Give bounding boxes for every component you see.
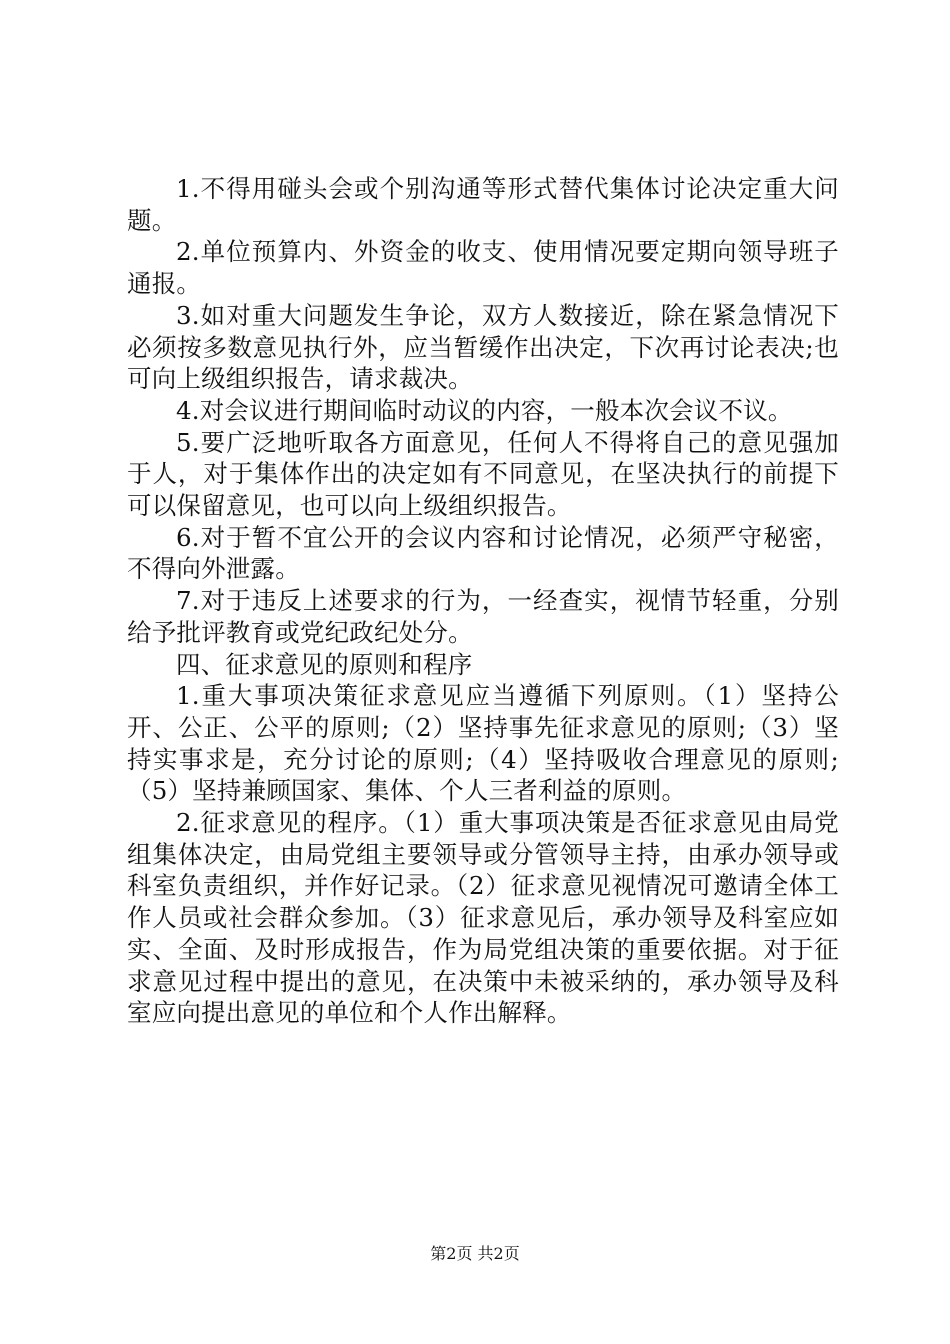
paragraph-rule-2: 2.单位预算内、外资金的收支、使用情况要定期向领导班子通报。 <box>127 237 839 299</box>
section-heading: 四、征求意见的原则和程序 <box>176 649 473 679</box>
document-body <box>127 173 839 1029</box>
paragraph-rule-3: 3.如对重大问题发生争论，双方人数接近，除在紧急情况下必须按多数意见执行外，应当暂缓作出决定，下次再讨论表决;也可向上级组织报告，请求裁决。 <box>127 300 839 394</box>
paragraph-rule-5: 5.要广泛地听取各方面意见，任何人不得将自己的意见强加于人，对于集体作出的决定如有不同意见，在坚决执行的前提下可以保留意见，也可以向上级组织报告。 <box>127 427 839 521</box>
page-number-footer: 第2页 共2页 <box>430 1244 520 1263</box>
paragraph-rule-7: 7.对于违反上述要求的行为，一经查实，视情节轻重，分别给予批评教育或党纪政纪处分。 <box>127 586 839 647</box>
paragraph-principles: 1.重大事项决策征求意见应当遵循下列原则。（1）坚持公开、公正、公平的原则;（2）坚持事先征求意见的原则;（3）坚持实事求是，充分讨论的原则;（4）坚持吸收合理意见的原则;（5）坚持兼顾国家、集体、个人三者利益的原则。 <box>127 681 839 806</box>
paragraph-procedure: 2.征求意见的程序。（1）重大事项决策是否征求意见由局党组集体决定，由局党组主要领导或分管领导主持，由承办领导或科室负责组织，并作好记录。（2）征求意见视情况可邀请全体工作人员或社会群众参加。（3）征求意见后，承办领导及科室应如实、全面、及时形成报告，作为局党组决策的重要依据。对于征求意见过程中提出的意见，在决策中未被采纳的，承办领导及科室应向提出意见的单位和个人作出解释。 <box>127 808 839 1028</box>
paragraph-rule-6: 6.对于暂不宜公开的会议内容和讨论情况，必须严守秘密，不得向外泄露。 <box>127 522 839 584</box>
paragraph-rule-4: 4.对会议进行期间临时动议的内容，一般本次会议不议。 <box>176 395 793 425</box>
paragraph-rule-1: 1.不得用碰头会或个别沟通等形式替代集体讨论决定重大问题。 <box>127 174 839 235</box>
